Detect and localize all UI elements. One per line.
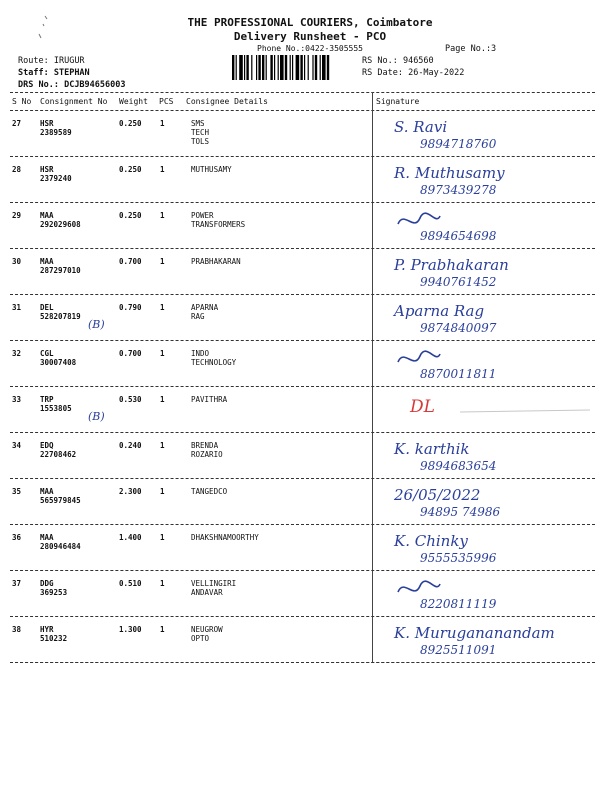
row-separator	[10, 478, 595, 479]
row-consignment: DEL 528207819	[40, 303, 81, 321]
row-weight: 0.510	[119, 579, 142, 588]
signature-phone: 8220811119	[420, 597, 497, 611]
barcode	[232, 55, 358, 80]
signature-phone: 8973439278	[420, 183, 497, 197]
signature-name: S. Ravi	[394, 118, 448, 136]
row-consignment: EDQ 22708462	[40, 441, 77, 459]
row-sno: 28	[12, 165, 22, 174]
row-sno: 32	[12, 349, 22, 358]
col-consignee: Consignee Details	[186, 97, 268, 106]
row-sno: 31	[12, 303, 22, 312]
row-sno: 34	[12, 441, 22, 450]
row-pcs: 1	[160, 395, 165, 404]
row-consignee: TANGEDCO	[191, 487, 228, 496]
row-consignment: HYR 510232	[40, 625, 68, 643]
row-weight: 0.530	[119, 395, 142, 404]
row-note: (B)	[88, 318, 105, 331]
row-consignment: HSR 2389589	[40, 119, 72, 137]
row-weight: 1.300	[119, 625, 142, 634]
signature-phone: 9894654698	[420, 229, 497, 243]
row-consignee: VELLINGIRI ANDAVAR	[191, 579, 237, 597]
signature-phone: 9874840097	[420, 321, 497, 335]
col-consignment: Consignment No	[40, 97, 108, 106]
row-pcs: 1	[160, 119, 165, 128]
row-consignee: APARNA RAG	[191, 303, 219, 321]
row-separator	[10, 340, 595, 341]
row-consignment: MAA 292029608	[40, 211, 81, 229]
row-sno: 27	[12, 119, 22, 128]
page-number: Page No.:3	[445, 44, 497, 54]
signature	[380, 574, 595, 614]
signature	[380, 528, 595, 568]
signature	[380, 206, 595, 246]
signature-name: Aparna Rag	[394, 302, 485, 320]
row-separator	[10, 524, 595, 525]
signature-name: R. Muthusamy	[394, 164, 505, 182]
row-consignee: INDO TECHNOLOGY	[191, 349, 237, 367]
rs-date-value: 26-May-2022	[408, 68, 465, 78]
signature-name: 26/05/2022	[394, 486, 481, 504]
signature-name: K. karthik	[394, 440, 470, 458]
row-sno: 38	[12, 625, 22, 634]
row-consignee: PAVITHRA	[191, 395, 228, 404]
row-consignment: HSR 2379240	[40, 165, 72, 183]
row-separator	[10, 156, 595, 157]
row-consignment: MAA 565979845	[40, 487, 81, 505]
row-weight: 0.700	[119, 349, 142, 358]
row-separator	[10, 570, 595, 571]
runsheet-title: Delivery Runsheet - PCO	[233, 30, 387, 43]
table-bottom-rule	[10, 662, 595, 663]
route-label: Route:	[18, 56, 49, 66]
drs-row	[18, 80, 126, 90]
signature-phone: 8925511091	[420, 643, 497, 657]
signature-phone: 94895 74986	[420, 505, 501, 519]
row-weight: 0.250	[119, 165, 142, 174]
signature-name: P. Prabhakaran	[394, 256, 509, 274]
signature	[380, 160, 595, 200]
row-pcs: 1	[160, 303, 165, 312]
signature-phone: 9940761452	[420, 275, 497, 289]
row-separator	[10, 294, 595, 295]
table-header-rule	[10, 110, 595, 111]
signature	[380, 390, 595, 430]
signature	[380, 436, 595, 476]
rs-no-row	[362, 56, 434, 66]
row-consignee: NEUGROW OPTO	[191, 625, 223, 643]
signature	[380, 252, 595, 292]
col-signature: Signature	[376, 97, 420, 106]
staff-label: Staff:	[18, 68, 49, 78]
row-consignee: POWER TRANSFORMERS	[191, 211, 246, 229]
faint-line	[460, 410, 590, 412]
row-weight: 0.700	[119, 257, 142, 266]
row-sno: 35	[12, 487, 22, 496]
row-consignee: MUTHUSAMY	[191, 165, 232, 174]
row-sno: 29	[12, 211, 22, 220]
row-separator	[10, 248, 595, 249]
row-weight: 0.250	[119, 119, 142, 128]
signature	[380, 482, 595, 522]
route-value: IRUGUR	[53, 56, 85, 66]
signature-phone: 9894718760	[420, 137, 497, 151]
row-separator	[10, 432, 595, 433]
signature-column-rule	[372, 92, 373, 662]
row-pcs: 1	[160, 257, 165, 266]
phone-number: Phone No.:0422-3505555	[257, 44, 363, 53]
signature-phone: 8870011811	[420, 367, 497, 381]
col-pcs: PCS	[159, 97, 174, 106]
row-pcs: 1	[160, 349, 165, 358]
rs-date-row	[362, 68, 464, 78]
row-pcs: 1	[160, 441, 165, 450]
row-sno: 36	[12, 533, 22, 542]
signature-name: K. Chinky	[394, 532, 468, 550]
row-consignee: BRENDA ROZARIO	[191, 441, 223, 459]
row-sno: 30	[12, 257, 22, 266]
signature	[380, 620, 595, 660]
row-consignment: TRP 1553805	[40, 395, 72, 413]
drs-label: DRS No.:	[18, 80, 59, 90]
col-sno: S No	[12, 97, 32, 106]
company-title: THE PROFESSIONAL COURIERS, Coimbatore	[187, 16, 433, 29]
row-pcs: 1	[160, 165, 165, 174]
row-separator	[10, 202, 595, 203]
row-consignment: CGL 30007408	[40, 349, 77, 367]
row-weight: 0.240	[119, 441, 142, 450]
signature-scribble	[398, 213, 440, 224]
drs-value: DCJB94656003	[64, 80, 126, 90]
row-separator	[10, 386, 595, 387]
row-weight: 2.300	[119, 487, 142, 496]
signature	[380, 344, 595, 384]
table-top-rule	[10, 92, 595, 93]
rs-date-label: RS Date:	[362, 68, 403, 78]
signature-name: DL	[410, 397, 435, 417]
row-consignee: SMS TECH TOLS	[191, 119, 210, 146]
col-weight: Weight	[119, 97, 148, 106]
rs-no-value: 946560	[402, 56, 434, 66]
row-consignment: DDG 369253	[40, 579, 68, 597]
row-pcs: 1	[160, 579, 165, 588]
staff-value: STEPHAN	[53, 68, 90, 78]
row-weight: 0.250	[119, 211, 142, 220]
signature	[380, 298, 595, 338]
row-consignee: DHAKSHNAMOORTHY	[191, 533, 259, 542]
row-consignment: MAA 280946484	[40, 533, 81, 551]
signature-phone: 9894683654	[420, 459, 497, 473]
row-pcs: 1	[160, 625, 165, 634]
row-sno: 37	[12, 579, 22, 588]
row-note: (B)	[88, 410, 105, 423]
row-separator	[10, 616, 595, 617]
row-pcs: 1	[160, 211, 165, 220]
row-sno: 33	[12, 395, 22, 404]
signature-name: K. Murugananandam	[394, 624, 555, 642]
row-consignee: PRABHAKARAN	[191, 257, 241, 266]
rs-no-label: RS No.:	[362, 56, 398, 66]
row-pcs: 1	[160, 533, 165, 542]
row-weight: 0.790	[119, 303, 142, 312]
signature-scribble	[398, 351, 440, 362]
signature-phone: 9555535996	[420, 551, 497, 565]
route-row	[18, 56, 85, 66]
staff-row	[18, 68, 90, 78]
row-pcs: 1	[160, 487, 165, 496]
pen-mark	[35, 14, 55, 42]
signature	[380, 114, 595, 154]
row-consignment: MAA 287297010	[40, 257, 81, 275]
signature-scribble	[398, 581, 440, 592]
row-weight: 1.400	[119, 533, 142, 542]
